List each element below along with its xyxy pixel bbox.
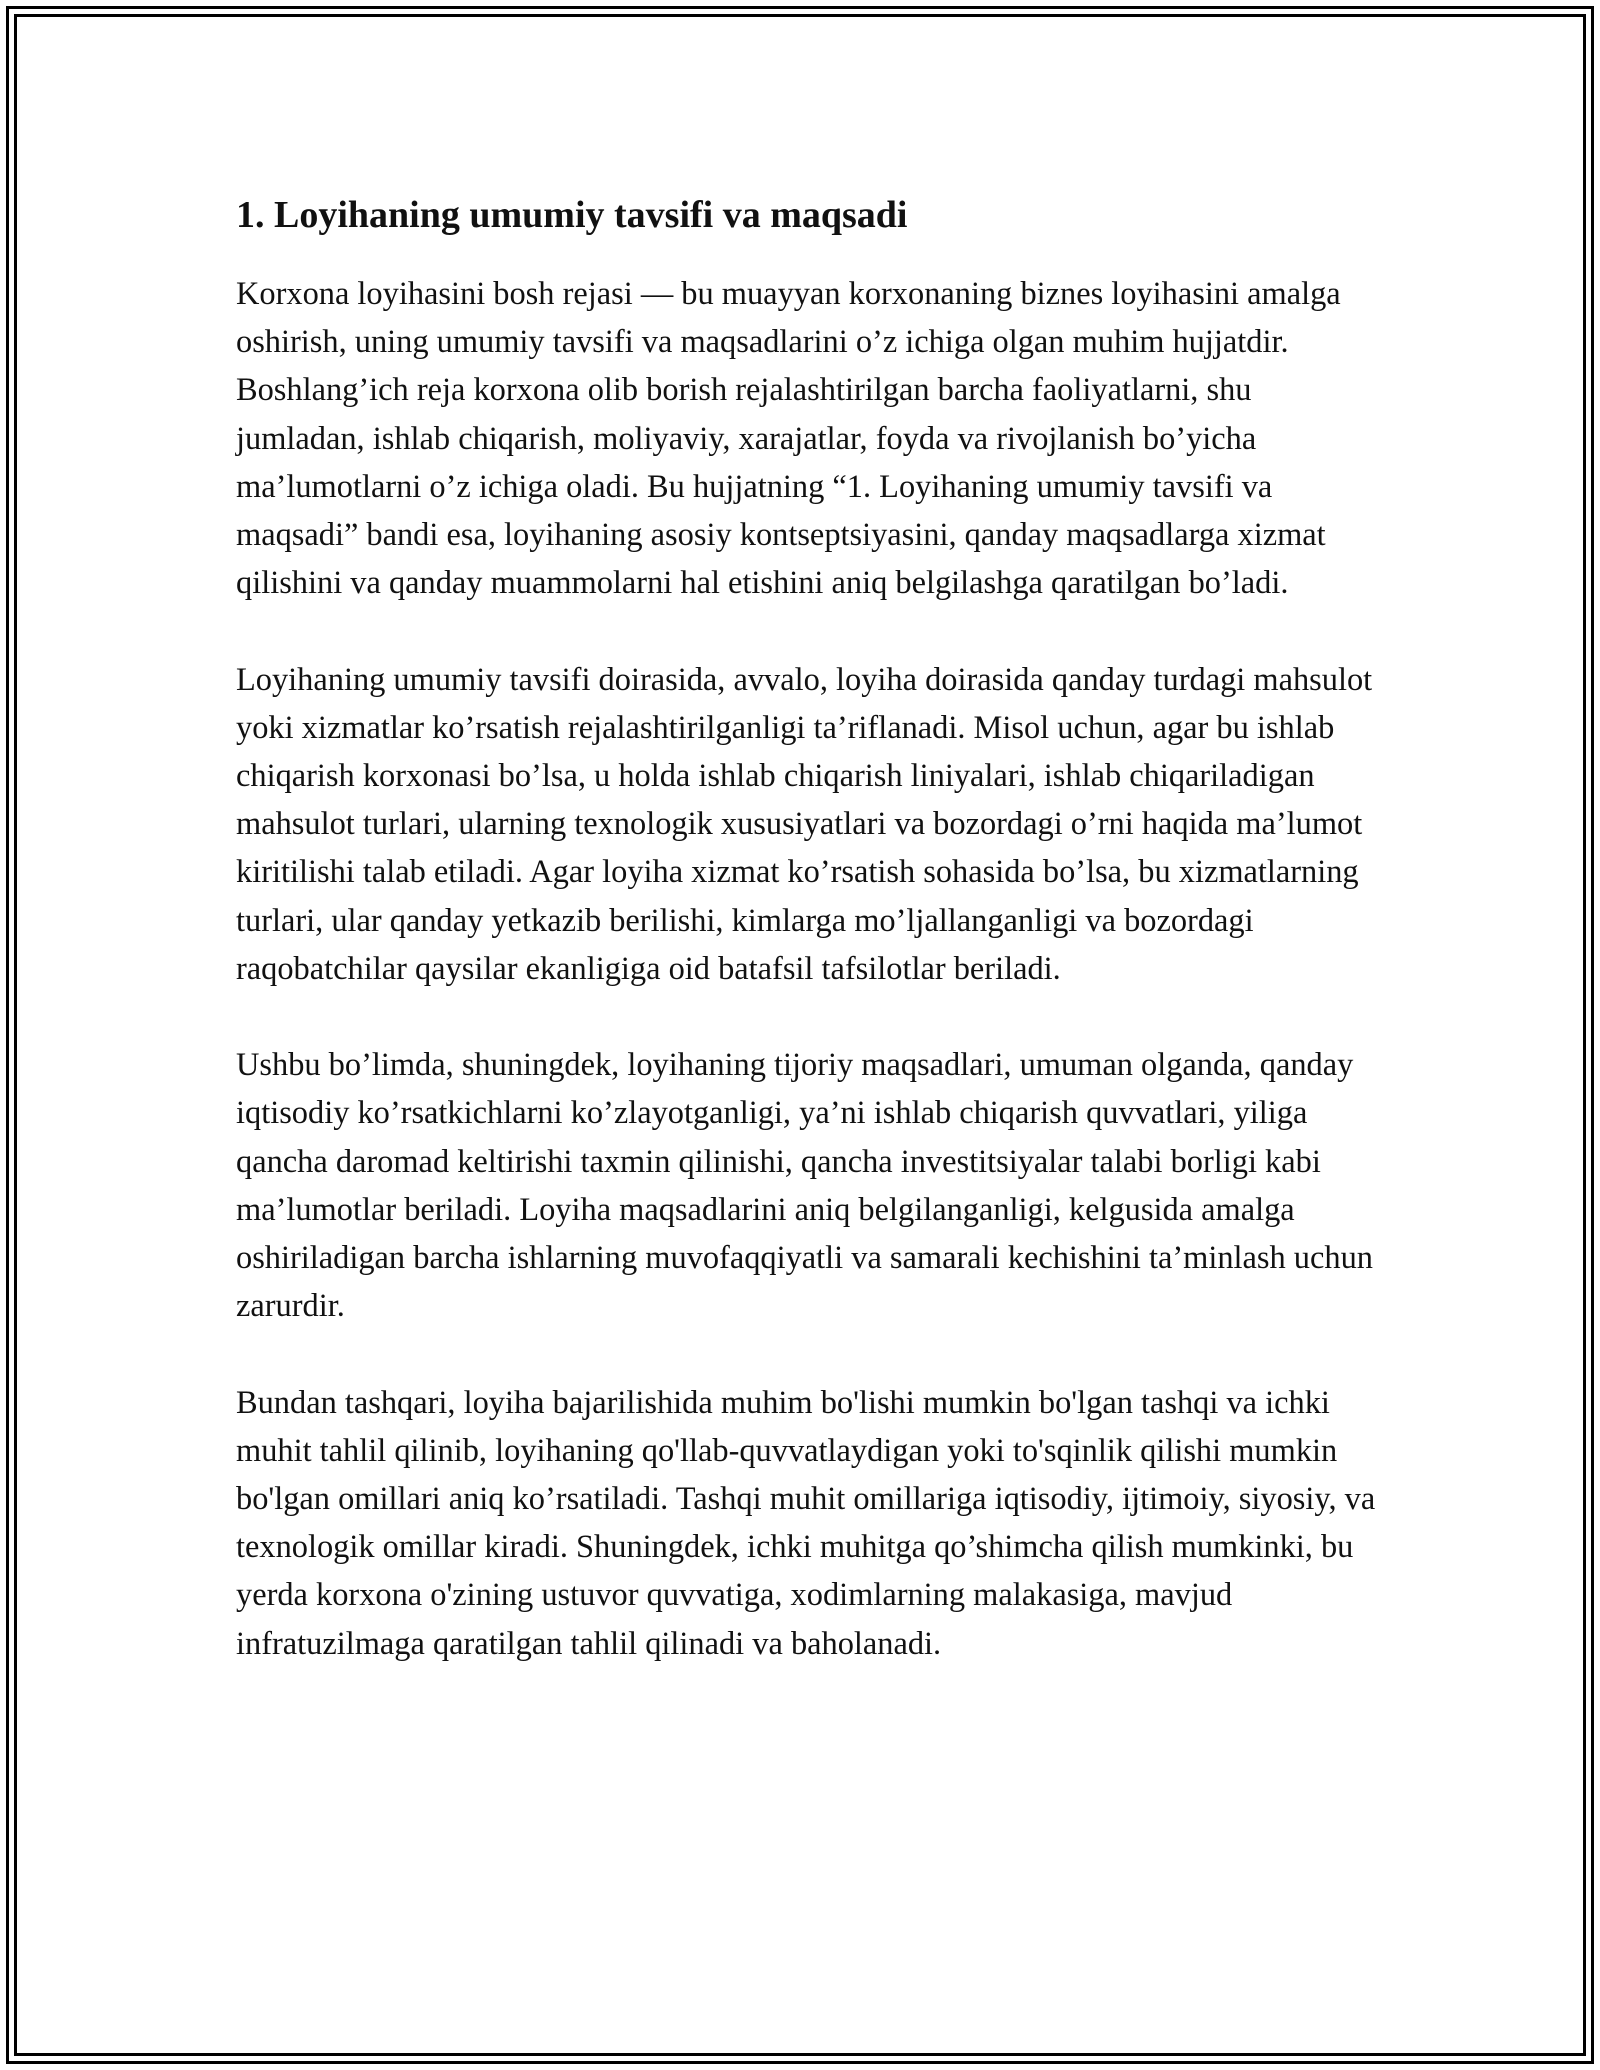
paragraph-2: Loyihaning umumiy tavsifi doirasida, avvalo, loyiha doirasida qanday turdagi mahsulot yoki xizmatlar ko’rsatish rejalashtirilganligi ta’riflanadi. Misol uchun, agar bu ishlab chiqarish korxonasi bo’lsa, u holda ishlab chiqarish liniyalari, ishlab chiqariladigan mahsulot turlari, ularning texnologik xususiyatlari va bozordagi o’rni haqida ma’lumot kiritilishi talab etiladi. Agar loyiha xizmat ko’rsatish sohasida bo’lsa, bu xizmatlarning turlari, ular qanday yetkazib berilishi, kimlarga mo’ljallanganligi va bozordagi raqobatchilar qaysilar ekanligiga oid batafsil tafsilotlar beriladi. [236,661,1373,987]
paragraph-1: Korxona loyihasini bosh rejasi — bu muayyan korxonaning biznes loyihasini amalga oshirish, uning umumiy tavsifi va maqsadlarini o’z ichiga olgan muhim hujjatdir. Boshlang’ich reja korxona olib borish rejalashtirilgan barcha faoliyatlarni, shu jumladan, ishlab chiqarish, moliyaviy, xarajatlar, foyda va rivojlanish bo’yicha ma’lumotlarni o’z ichiga oladi. Bu hujjatning “1. Loyihaning umumiy tavsifi va maqsadi” bandi esa, loyihaning asosiy kontseptsiyasini, qanday maqsadlarga xizmat qilishini va qanday muammolarni hal etishini aniq belgilashga qaratilgan bo’ladi. [236,276,1341,602]
paragraph-3: Ushbu bo’limda, shuningdek, loyihaning tijoriy maqsadlari, umuman olganda, qanday iqtisodiy ko’rsatkichlarni ko’zlayotganligi, ya’ni ishlab chiqarish quvvatlari, yiliga qancha daromad keltirishi taxmin qilinishi, qancha investitsiyalar talabi borligi kabi ma’lumotlar beriladi. Loyiha maqsadlarini aniq belgilanganligi, kelgusida amalga oshiriladigan barcha ishlarning muvofaqqiyatli va samarali kechishini ta’minlash uchun zarurdir. [236,1047,1373,1325]
paragraph-4: Bundan tashqari, loyiha bajarilishida muhim bo'lishi mumkin bo'lgan tashqi va ichki muhit tahlil qilinib, loyihaning qo'llab-quvvatlaydigan yoki to'sqinlik qilishi mumkin bo'lgan omillari aniq ko’rsatiladi. Tashqi muhit omillariga iqtisodiy, ijtimoiy, siyosiy, va texnologik omillar kiradi. Shuningdek, ichki muhitga qo’shimcha qilish mumkinki, bu yerda korxona o'zining ustuvor quvvatiga, xodimlarning malakasiga, mavjud infratuzilmaga qaratilgan tahlil qilinadi va baholanadi. [236,1384,1376,1662]
document-body [236,188,1376,1716]
section-heading: 1. Loyihaning umumiy tavsifi va maqsadi [236,194,908,236]
